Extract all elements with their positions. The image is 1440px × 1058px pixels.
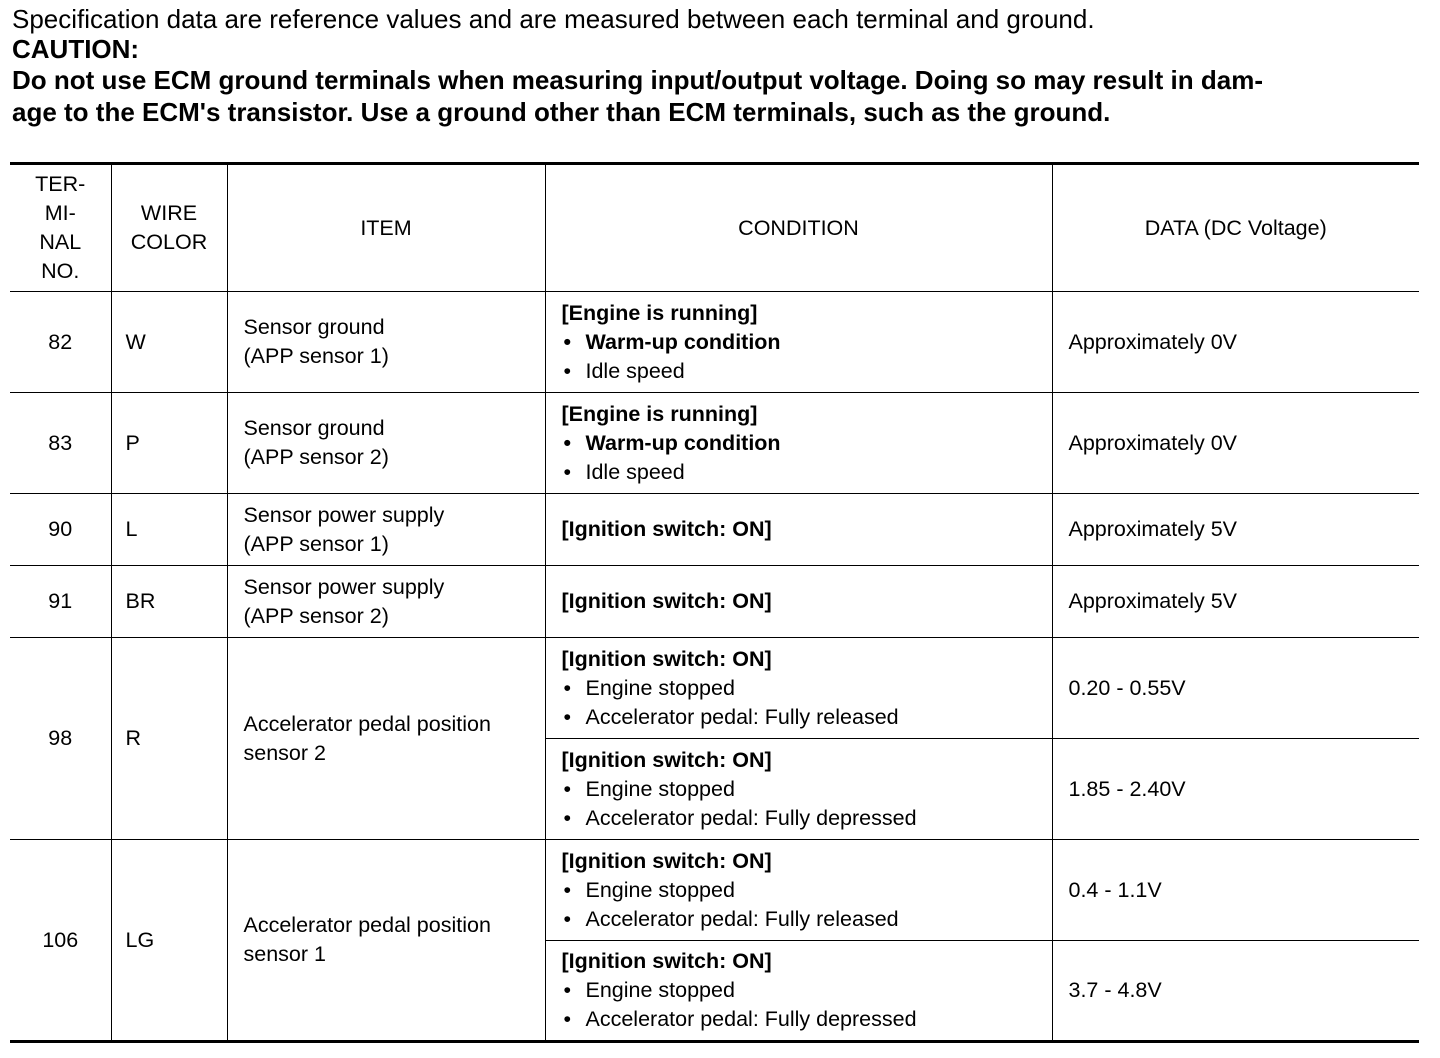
item-line: (APP sensor 2) <box>243 445 389 469</box>
table-body <box>10 292 1419 1042</box>
terminal-no-cell: 106 <box>10 840 111 1042</box>
data-voltage-cell: 0.20 - 0.55V <box>1052 638 1419 739</box>
data-voltage-cell: Approximately 5V <box>1052 494 1419 566</box>
condition-bullet-text: Engine stopped <box>585 877 735 902</box>
caution-title: CAUTION: <box>12 34 140 64</box>
data-voltage-cell: 3.7 - 4.8V <box>1052 941 1419 1042</box>
item-cell <box>227 292 545 393</box>
data-voltage-cell: 1.85 - 2.40V <box>1052 739 1419 840</box>
item-line: Accelerator pedal position <box>243 913 491 937</box>
item-line: Sensor power supply <box>243 574 445 599</box>
item-line: (APP sensor 1) <box>243 531 389 556</box>
condition-bullet-item <box>562 674 1044 703</box>
item-line: Sensor power supply <box>243 502 445 527</box>
condition-bullet-text: Engine stopped <box>585 978 735 1002</box>
condition-bullet-item <box>562 328 1044 357</box>
condition-bullet-text: Warm-up condition <box>585 430 781 455</box>
wire-color-cell: BR <box>111 566 227 638</box>
table-row <box>10 840 1419 941</box>
header-terminal-line: MI- <box>44 201 76 225</box>
condition-heading: [Ignition switch: ON] <box>561 517 772 541</box>
condition-cell <box>545 292 1052 393</box>
condition-cell <box>545 566 1052 638</box>
condition-bullet-text: Accelerator pedal: Fully released <box>585 704 899 729</box>
caution-line: age to the ECM's transistor. Use a ground other than ECM terminals, such as the ground. <box>12 97 1111 127</box>
bullet-icon: • <box>563 459 572 484</box>
condition-bullet-text: Warm-up condition <box>585 329 781 354</box>
condition-cell <box>545 638 1052 739</box>
table-row <box>10 638 1419 739</box>
table-row <box>10 494 1419 566</box>
header-wire-line: WIRE <box>140 201 198 225</box>
item-cell <box>227 638 545 840</box>
table-row <box>10 566 1419 638</box>
header-wire-line: COLOR <box>130 230 208 254</box>
wire-color-cell: R <box>111 638 227 840</box>
data-voltage-cell: Approximately 5V <box>1052 566 1419 638</box>
bullet-icon: • <box>563 776 572 801</box>
condition-bullet-item <box>562 429 1044 458</box>
condition-cell <box>545 494 1052 566</box>
item-cell <box>227 840 545 1042</box>
header-terminal-line: NAL <box>39 230 82 254</box>
table-header-row <box>10 164 1419 292</box>
item-line: (APP sensor 2) <box>243 603 389 628</box>
condition-bullet-text: Engine stopped <box>585 776 735 801</box>
spec-note: Specification data are reference values and are measured between each terminal and ground. <box>12 4 1095 34</box>
condition-bullet-text: Accelerator pedal: Fully released <box>585 906 899 931</box>
bullet-icon: • <box>563 675 572 700</box>
wire-color-cell: W <box>111 292 227 393</box>
bullet-icon: • <box>563 1007 572 1031</box>
item-line: Sensor ground <box>243 315 385 339</box>
header-terminal-line: NO. <box>41 259 80 283</box>
header-wire-color <box>111 164 227 292</box>
condition-bullet-text: Idle speed <box>585 358 685 383</box>
item-line: Accelerator pedal position <box>243 711 491 736</box>
header-terminal-no <box>10 164 111 292</box>
bullet-icon: • <box>563 430 572 455</box>
data-voltage-cell: 0.4 - 1.1V <box>1052 840 1419 941</box>
item-cell <box>227 393 545 494</box>
bullet-icon: • <box>563 805 572 830</box>
condition-bullet-item <box>562 357 1044 386</box>
bullet-icon: • <box>563 329 572 354</box>
bullet-icon: • <box>563 358 572 383</box>
condition-cell <box>545 739 1052 840</box>
item-line: (APP sensor 1) <box>243 344 389 368</box>
bullet-icon: • <box>563 978 572 1002</box>
condition-cell <box>545 393 1052 494</box>
condition-bullet-item <box>562 905 1044 934</box>
caution-line: Do not use ECM ground terminals when measuring input/output voltage. Doing so may result in dam- <box>12 65 1263 95</box>
header-item: ITEM <box>227 164 545 292</box>
terminal-table <box>10 162 1419 1043</box>
condition-heading: [Engine is running] <box>561 401 758 426</box>
terminal-no-cell: 98 <box>10 638 111 840</box>
condition-heading: [Engine is running] <box>561 300 758 325</box>
table-row <box>10 292 1419 393</box>
intro-section <box>12 4 1427 128</box>
wire-color-cell: LG <box>111 840 227 1042</box>
condition-cell <box>545 941 1052 1042</box>
item-cell <box>227 494 545 566</box>
condition-heading: [Ignition switch: ON] <box>561 848 772 873</box>
item-cell <box>227 566 545 638</box>
wire-color-cell: L <box>111 494 227 566</box>
condition-heading: [Ignition switch: ON] <box>561 589 772 613</box>
item-line: sensor 1 <box>243 942 326 966</box>
condition-bullet-item <box>562 458 1044 487</box>
condition-bullet-text: Accelerator pedal: Fully depressed <box>585 1007 917 1031</box>
condition-cell <box>545 840 1052 941</box>
bullet-icon: • <box>563 704 572 729</box>
bullet-icon: • <box>563 877 572 902</box>
terminal-no-cell: 90 <box>10 494 111 566</box>
condition-heading: [Ignition switch: ON] <box>561 949 772 973</box>
condition-bullet-text: Accelerator pedal: Fully depressed <box>585 805 917 830</box>
condition-bullet-text: Engine stopped <box>585 675 735 700</box>
condition-bullet-item <box>562 1005 1044 1034</box>
condition-bullet-item <box>562 804 1044 833</box>
item-line: sensor 2 <box>243 740 326 765</box>
data-voltage-cell: Approximately 0V <box>1052 292 1419 393</box>
header-condition: CONDITION <box>545 164 1052 292</box>
condition-heading: [Ignition switch: ON] <box>561 646 772 671</box>
terminal-no-cell: 82 <box>10 292 111 393</box>
caution-text <box>12 64 1427 128</box>
header-data: DATA (DC Voltage) <box>1052 164 1419 292</box>
item-line: Sensor ground <box>243 416 385 440</box>
condition-bullet-item <box>562 876 1044 905</box>
condition-bullet-item <box>562 976 1044 1005</box>
condition-heading: [Ignition switch: ON] <box>561 747 772 772</box>
condition-bullet-item <box>562 703 1044 732</box>
wire-color-cell: P <box>111 393 227 494</box>
data-voltage-cell: Approximately 0V <box>1052 393 1419 494</box>
condition-bullet-item <box>562 775 1044 804</box>
terminal-no-cell: 83 <box>10 393 111 494</box>
terminal-no-cell: 91 <box>10 566 111 638</box>
bullet-icon: • <box>563 906 572 931</box>
table-row <box>10 393 1419 494</box>
header-terminal-line: TER- <box>35 172 86 196</box>
condition-bullet-text: Idle speed <box>585 459 685 484</box>
